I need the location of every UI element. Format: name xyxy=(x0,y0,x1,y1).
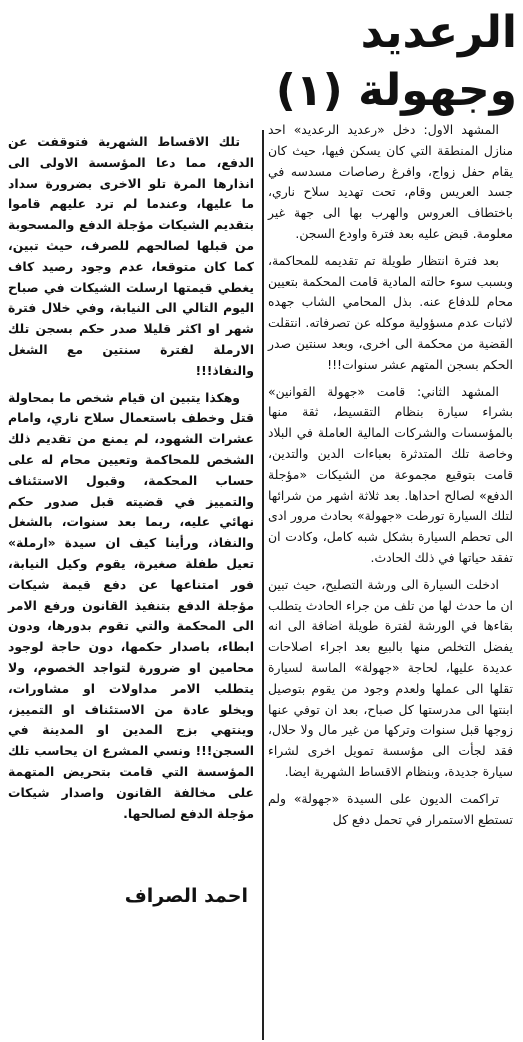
paragraph: تلك الاقساط الشهرية فتوقفت عن الدفع، مما دعا المؤسسة الاولى الى انذارها المرة تلو الاخرى بضرورة سداد ما عليها، وعندما لم ترد عليهم قاموا بتقديم الشيكات مؤجلة الدفع والمسحوبة من قبلها لصالحهم للصرف، حيث تبين، كما كان متوقعا، عدم وجود رصيد كاف يغطي قيمتها ارسلت الشيكات في صباح اليوم التالي الى النيابة، وفي خلال فترة شهر او اكثر قليلا صدر حكم بسجن تلك الارملة لفترة سنتين مع الشغل والنفاذ!!! xyxy=(8,134,254,378)
paragraph: تراكمت الديون على السيدة «جهولة» ولم تستطع الاستمرار في تحمل دفع كل xyxy=(268,790,513,827)
paragraph: بعد فترة انتظار طويلة تم تقديمه للمحاكمة، وبسبب سوء حالته المادية قامت المحكمة بتعيين محام للدفاع عنه. بذل المحامي الشاب جهده لاثبات عدم مسؤولية موكله عن تصرفاته. انتقلت القضية من محكمة الى اخرى، وبعد سنتين صدر الحكم بسجن المتهم عشر سنوات!!! xyxy=(268,252,513,372)
article-headline xyxy=(247,4,517,120)
paragraph: ادخلت السيارة الى ورشة التصليح، حيث تبين ان ما حدث لها من تلف من جراء الحادث يتطلب بقاءها في الورشة لفترة طويلة اضافة الى انه يفضل التخلص منها بالبيع بعد اجراء اصلاحات عديدة عليها، لحاجة «جهولة» الماسة لسيارة تقلها الى عملها ولعدم وجود من يقوم بتوصيل ابنتها الى مدرستها كل صباح، بعد ان توفي عنها زوجها قبل سنوات وتركها من غير مال ولا حلال، فقد لجأت الى مؤسسة تمويل اخرى لشراء سيارة جديدة، وبنظام الاقساط الشهرية ايضا. xyxy=(268,576,513,779)
headline-line-1: الرعديد xyxy=(360,7,517,58)
paragraph: وهكذا يتبين ان قيام شخص ما بمحاولة قتل وخطف باستعمال سلاح ناري، وامام عشرات الشهود، لم يمنع من تقديم ذلك الشخص للمحاكمة وتعيين محام له على حساب المحكمة، وقبول الاستئناف والتمييز في قضيته قبل صدور حكم نهائي عليه، ربما بعد سنوات، بالشغل والنفاذ، ورأينا كيف ان سيدة «ارملة» تعيل طفلة صغيرة، يقوم وكيل النيابة، فور امتناعها عن دفع قيمة شيكات مؤجلة الدفع بتنفيذ القانون ورفع الامر الى المحكمة والتي تقوم بدورها، ودون ابطاء، باصدار حكمها، دون حاجة لوجود محامين او ضرورة لتواجد الخصوم، ولا يتطلب الامر مداولات او مشاورات، ويخلو عادة من الاستئناف او التمييز، وينتهي بزج المدين او المدينة في السجن!!! ونسي المشرع ان يحاسب تلك المؤسسة التي قامت بتحريض المتهمة على مخالفة القانون واصدار شيكات مؤجلة الدفع لصالحها. xyxy=(8,389,254,821)
paragraph: المشهد الاول: دخل «رعديد الرعديد» احد منازل المنطقة التي كان يسكن فيها، حيث كان يقام حفل زواج، وافرغ رصاصات مسدسه في جسد العريس وقام، تحت تهديد سلاح ناري، باختطاف العروس والهرب بها الى جهة غير معلومة. قبض عليه بعد فترة واودع السجن. xyxy=(268,122,513,241)
column-divider xyxy=(262,130,264,1040)
article-column-right xyxy=(268,120,513,836)
headline-line-2: وجهولة (١) xyxy=(275,65,517,116)
article-column-left xyxy=(8,132,254,830)
paragraph: المشهد الثاني: قامت «جهولة القوانين» بشراء سيارة بنظام التقسيط، ثقة منها بالمؤسسات والشركات المالية العاملة في البلاد وخاصة تلك المتدثرة بعباءات الدين والتدين، قامت بتوقيع مجموعة من الشيكات «مؤجلة الدفع» لصالح احداها. بعد ثلاثة اشهر من شرائها لتلك السيارة تورطت «جهولة» بحادث مرور ادى الى تحطم السيارة بشكل شبه كامل، وكادت ان تفقد حياتها في ذلك الحادث. xyxy=(268,383,513,565)
author-byline: احمد الصراف xyxy=(124,885,248,907)
